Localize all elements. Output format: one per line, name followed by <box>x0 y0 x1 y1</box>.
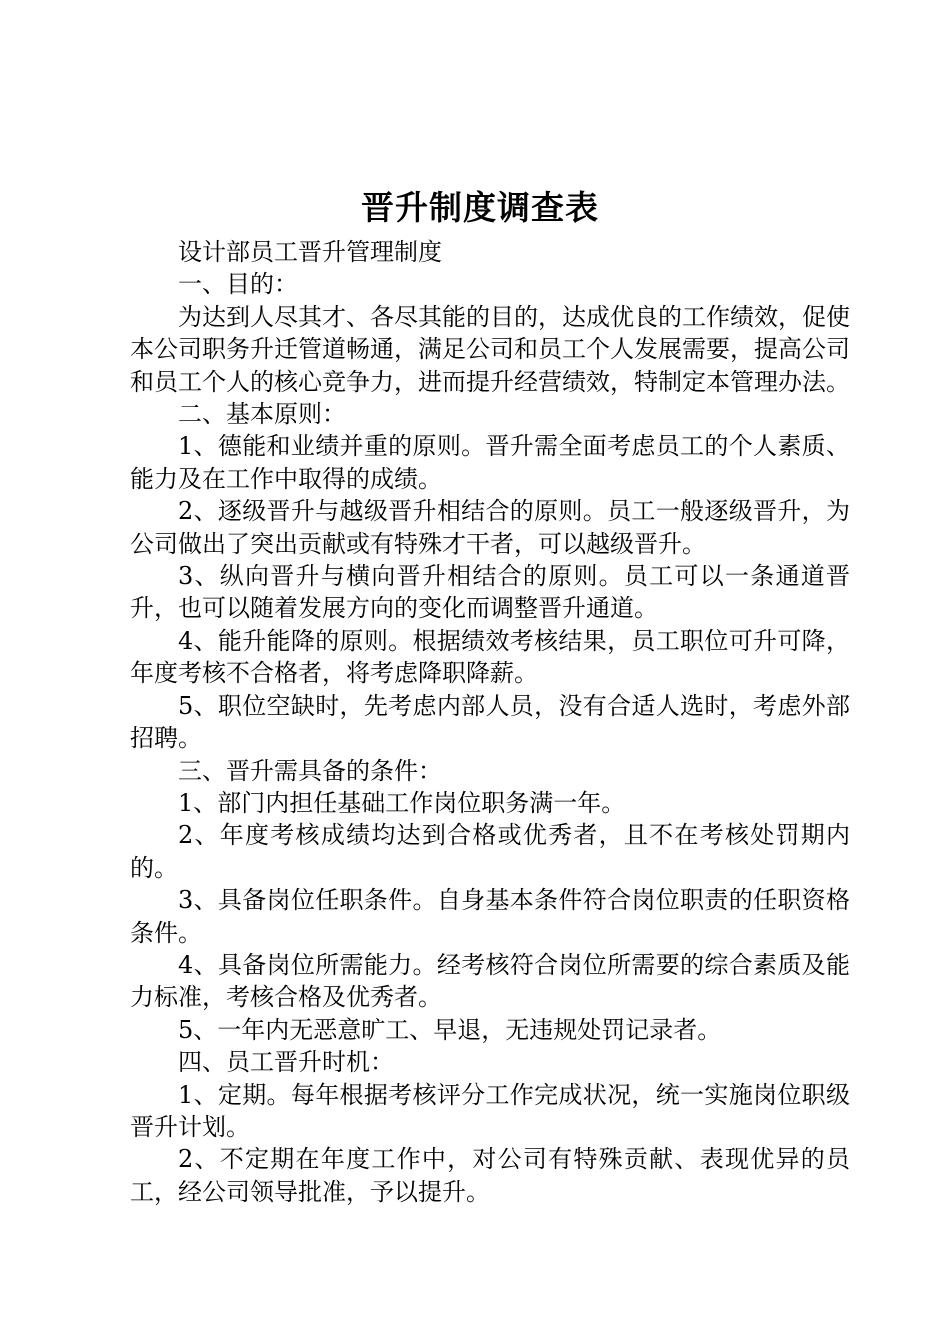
paragraph-principle-3: 3、纵向晋升与横向晋升相结合的原则。员工可以一条通道晋升，也可以随着发展方向的变化而调整晋升通道。 <box>130 562 850 623</box>
paragraph-condition-5: 5、一年内无恶意旷工、早退，无违规处罚记录者。 <box>178 1015 722 1044</box>
paragraph-heading-timing: 四、员工晋升时机： <box>178 1048 394 1077</box>
paragraph-principle-1: 1、德能和业绩并重的原则。晋升需全面考虑员工的个人素质、能力及在工作中取得的成绩。 <box>130 432 850 493</box>
document-body <box>130 236 850 1208</box>
paragraph-heading-conditions: 三、晋升需具备的条件： <box>178 756 442 785</box>
paragraph-heading-principles: 二、基本原则： <box>178 400 346 429</box>
document-title: 晋升制度调查表 <box>361 188 599 227</box>
paragraph-timing-1: 1、定期。每年根据考核评分工作完成状况，统一实施岗位职级晋升计划。 <box>130 1080 850 1141</box>
paragraph-condition-4: 4、具备岗位所需能力。经考核符合岗位所需要的综合素质及能力标准，考核合格及优秀者。 <box>130 950 850 1012</box>
paragraph-principle-2: 2、逐级晋升与越级晋升相结合的原则。员工一般逐级晋升，为公司做出了突出贡献或有特殊才干者，可以越级晋升。 <box>130 497 850 558</box>
paragraph-subtitle: 设计部员工晋升管理制度 <box>178 238 442 266</box>
paragraph-timing-2: 2、不定期在年度工作中，对公司有特殊贡献、表现优异的员工，经公司领导批准，予以提升。 <box>130 1145 850 1206</box>
paragraph-condition-2: 2、年度考核成绩均达到合格或优秀者，且不在考核处罚期内的。 <box>130 821 850 882</box>
paragraph-principle-4: 4、能升能降的原则。根据绩效考核结果，员工职位可升可降，年度考核不合格者，将考虑降职降薪。 <box>130 626 850 688</box>
paragraph-condition-1: 1、部门内担任基础工作岗位职务满一年。 <box>178 788 626 817</box>
paragraph-purpose: 为达到人尽其才、各尽其能的目的，达成优良的工作绩效，促使本公司职务升迁管道畅通，满足公司和员工个人发展需要，提高公司和员工个人的核心竞争力，进而提升经营绩效，特制定本管理办法。 <box>130 302 850 396</box>
paragraph-principle-5: 5、职位空缺时，先考虑内部人员，没有合适人选时，考虑外部招聘。 <box>130 691 850 753</box>
paragraph-condition-3: 3、具备岗位任职条件。自身基本条件符合岗位职责的任职资格条件。 <box>130 886 850 947</box>
paragraph-heading-purpose: 一、目的： <box>178 270 298 299</box>
